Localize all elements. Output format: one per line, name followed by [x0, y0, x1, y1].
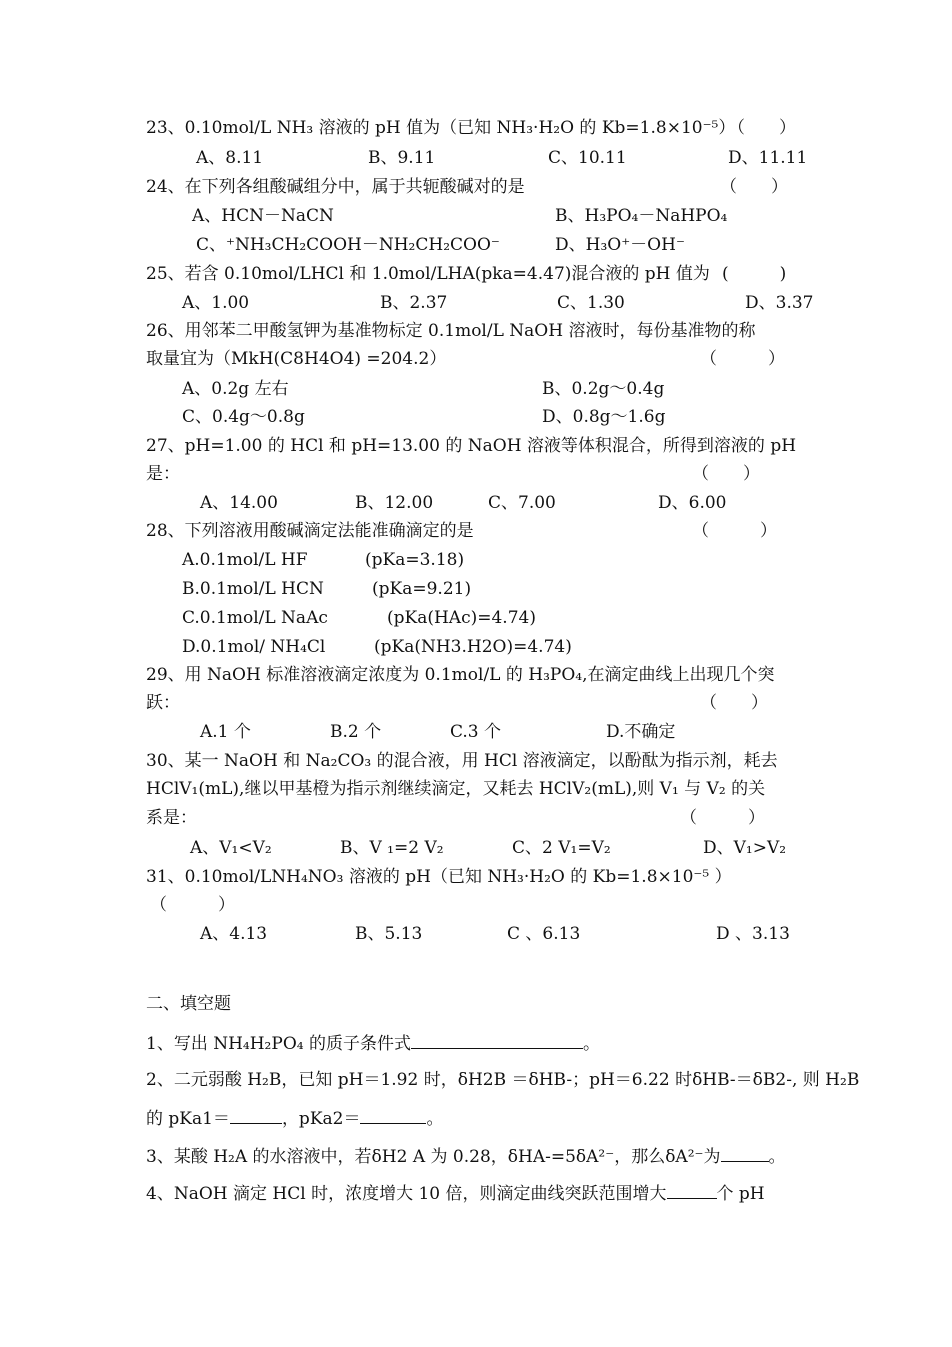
- fill-4-text: 4、NaOH 滴定 HCl 时，浓度增大 10 倍，则滴定曲线突跃范围增大: [146, 1184, 667, 1204]
- q30-option-d: D、V₁>V₂: [703, 838, 787, 858]
- q24-option-b: B、H₃PO₄－NaHPO₄: [555, 206, 728, 226]
- q27-option-c: C、7.00: [488, 493, 556, 513]
- q29-stem-line1: 29、用 NaOH 标准溶液滴定浓度为 0.1mol/L 的 H₃PO₄,在滴定曲线上出现几个突: [146, 665, 775, 685]
- q23-stem: 23、0.10mol/L NH₃ 溶液的 pH 值为（已知 NH₃·H₂O 的 Kb=1.8×10⁻⁵）: [146, 118, 736, 138]
- q23-option-b: B、9.11: [368, 148, 436, 168]
- q26-option-b: B、0.2g～0.4g: [542, 379, 665, 399]
- q30-answer-paren: （ ）: [680, 808, 765, 828]
- fill-2-text-b: ，pKa2＝: [281, 1109, 361, 1129]
- q26-stem-line2: 取量宜为（MkH(C8H4O4) =204.2）: [146, 349, 447, 369]
- q29-option-b: B.2 个: [330, 722, 382, 742]
- q24-option-c: C、⁺NH₃CH₂COOH－NH₂CH₂COO⁻: [196, 235, 500, 255]
- fill-4-end: 个 pH: [716, 1184, 765, 1204]
- q25-option-c: C、1.30: [557, 293, 625, 313]
- fill-3: [146, 1143, 786, 1169]
- fill-3-end: 。: [768, 1147, 786, 1167]
- fill-2-blank-1[interactable]: [230, 1105, 282, 1124]
- q26-option-c: C、0.4g～0.8g: [182, 407, 305, 427]
- fill-2-line1: 2、二元弱酸 H₂B，已知 pH＝1.92 时，δH2B ＝δHB-；pH＝6.22 时δHB-＝δB2-, 则 H₂B: [146, 1070, 860, 1090]
- q29-option-c: C.3 个: [450, 722, 502, 742]
- q26-option-d: D、0.8g～1.6g: [542, 407, 666, 427]
- q31-option-d: D 、3.13: [716, 924, 790, 944]
- q24-option-d: D、H₃O⁺－OH⁻: [555, 235, 685, 255]
- q30-stem-line1: 30、某一 NaOH 和 Na₂CO₃ 的混合液，用 HCl 溶液滴定，以酚酞为指示剂，耗去: [146, 751, 778, 771]
- q29-answer-paren: （ ）: [700, 693, 768, 713]
- q26-option-a: A、0.2g 左右: [182, 379, 289, 399]
- fill-1-text: 1、写出 NH₄H₂PO₄ 的质子条件式: [146, 1034, 411, 1054]
- fill-3-blank[interactable]: [721, 1143, 769, 1162]
- fill-1-blank[interactable]: [411, 1030, 583, 1049]
- q31-option-a: A、4.13: [200, 924, 268, 944]
- q31-answer-paren: （ ）: [150, 895, 235, 915]
- q25-stem: 25、若含 0.10mol/LHCl 和 1.0mol/LHA(pka=4.47)混合液的 pH 值为: [146, 264, 710, 284]
- q27-option-a: A、14.00: [200, 493, 278, 513]
- q24-answer-paren: （ ）: [720, 177, 788, 197]
- q29-option-a: A.1 个: [200, 722, 251, 742]
- q30-stem-line3: 系是：: [146, 808, 197, 828]
- q26-answer-paren: （ ）: [700, 349, 785, 369]
- q27-answer-paren: （ ）: [692, 464, 760, 484]
- q28-answer-paren: （ ）: [692, 521, 777, 541]
- q23-option-a: A、8.11: [196, 148, 264, 168]
- q28-row-d-pk: (pKa(NH3.H2O)=4.74): [374, 637, 572, 657]
- q25-option-a: A、1.00: [182, 293, 250, 313]
- fill-2-end: 。: [426, 1109, 444, 1129]
- q28-row-d-name: D.0.1mol/ NH₄Cl: [182, 637, 326, 657]
- q28-stem: 28、下列溶液用酸碱滴定法能准确滴定的是: [146, 521, 474, 541]
- q30-option-c: C、2 V₁=V₂: [512, 838, 611, 858]
- fill-1-end: 。: [582, 1034, 600, 1054]
- q30-option-a: A、V₁<V₂: [190, 838, 272, 858]
- q24-option-a: A、HCN－NaCN: [192, 206, 334, 226]
- q25-answer-paren: ( ): [722, 264, 787, 284]
- q28-row-a-pk: (pKa=3.18): [365, 550, 465, 570]
- q26-stem-line1: 26、用邻苯二甲酸氢钾为基准物标定 0.1mol/L NaOH 溶液时，每份基准物的称: [146, 321, 756, 341]
- fill-2-text-a: 的 pKa1＝: [146, 1109, 230, 1129]
- q24-stem: 24、在下列各组酸碱组分中，属于共轭酸碱对的是: [146, 177, 525, 197]
- q28-row-b-name: B.0.1mol/L HCN: [182, 579, 324, 599]
- q27-stem-line1: 27、pH=1.00 的 HCl 和 pH=13.00 的 NaOH 溶液等体积混合，所得到溶液的 pH: [146, 436, 797, 456]
- q29-option-d: D.不确定: [606, 722, 676, 742]
- q27-option-b: B、12.00: [355, 493, 434, 513]
- q28-row-b-pk: (pKa=9.21): [372, 579, 472, 599]
- q31-option-b: B、5.13: [355, 924, 423, 944]
- fill-2-blank-2[interactable]: [360, 1105, 426, 1124]
- q31-stem-line1: 31、0.10mol/LNH₄NO₃ 溶液的 pH（已知 NH₃·H₂O 的 Kb=1.8×10⁻⁵ ）: [146, 867, 732, 887]
- q27-stem-line2: 是：: [146, 464, 180, 484]
- q23-option-c: C、10.11: [548, 148, 627, 168]
- section-title: 二、填空题: [146, 994, 231, 1014]
- fill-4: [146, 1180, 765, 1206]
- q25-option-b: B、2.37: [380, 293, 448, 313]
- q28-row-c-name: C.0.1mol/L NaAc: [182, 608, 328, 628]
- q30-option-b: B、V ₁=2 V₂: [340, 838, 444, 858]
- q28-row-c-pk: (pKa(HAc)=4.74): [387, 608, 536, 628]
- q27-option-d: D、6.00: [658, 493, 727, 513]
- q23-answer-paren: （ ）: [728, 118, 796, 138]
- fill-2-line2: [146, 1105, 443, 1131]
- q25-option-d: D、3.37: [745, 293, 814, 313]
- q31-option-c: C 、6.13: [507, 924, 581, 944]
- fill-4-blank[interactable]: [667, 1180, 717, 1199]
- q28-row-a-name: A.0.1mol/L HF: [182, 550, 308, 570]
- q29-stem-line2: 跃：: [146, 693, 180, 713]
- fill-1: [146, 1030, 600, 1056]
- q30-stem-line2: HClV₁(mL),继以甲基橙为指示剂继续滴定，又耗去 HClV₂(mL),则 V₁ 与 V₂ 的关: [146, 779, 766, 799]
- fill-3-text: 3、某酸 H₂A 的水溶液中，若δH2 A 为 0.28，δHA-=5δA²⁻，那么δA²⁻为: [146, 1147, 721, 1167]
- q23-option-d: D、11.11: [728, 148, 808, 168]
